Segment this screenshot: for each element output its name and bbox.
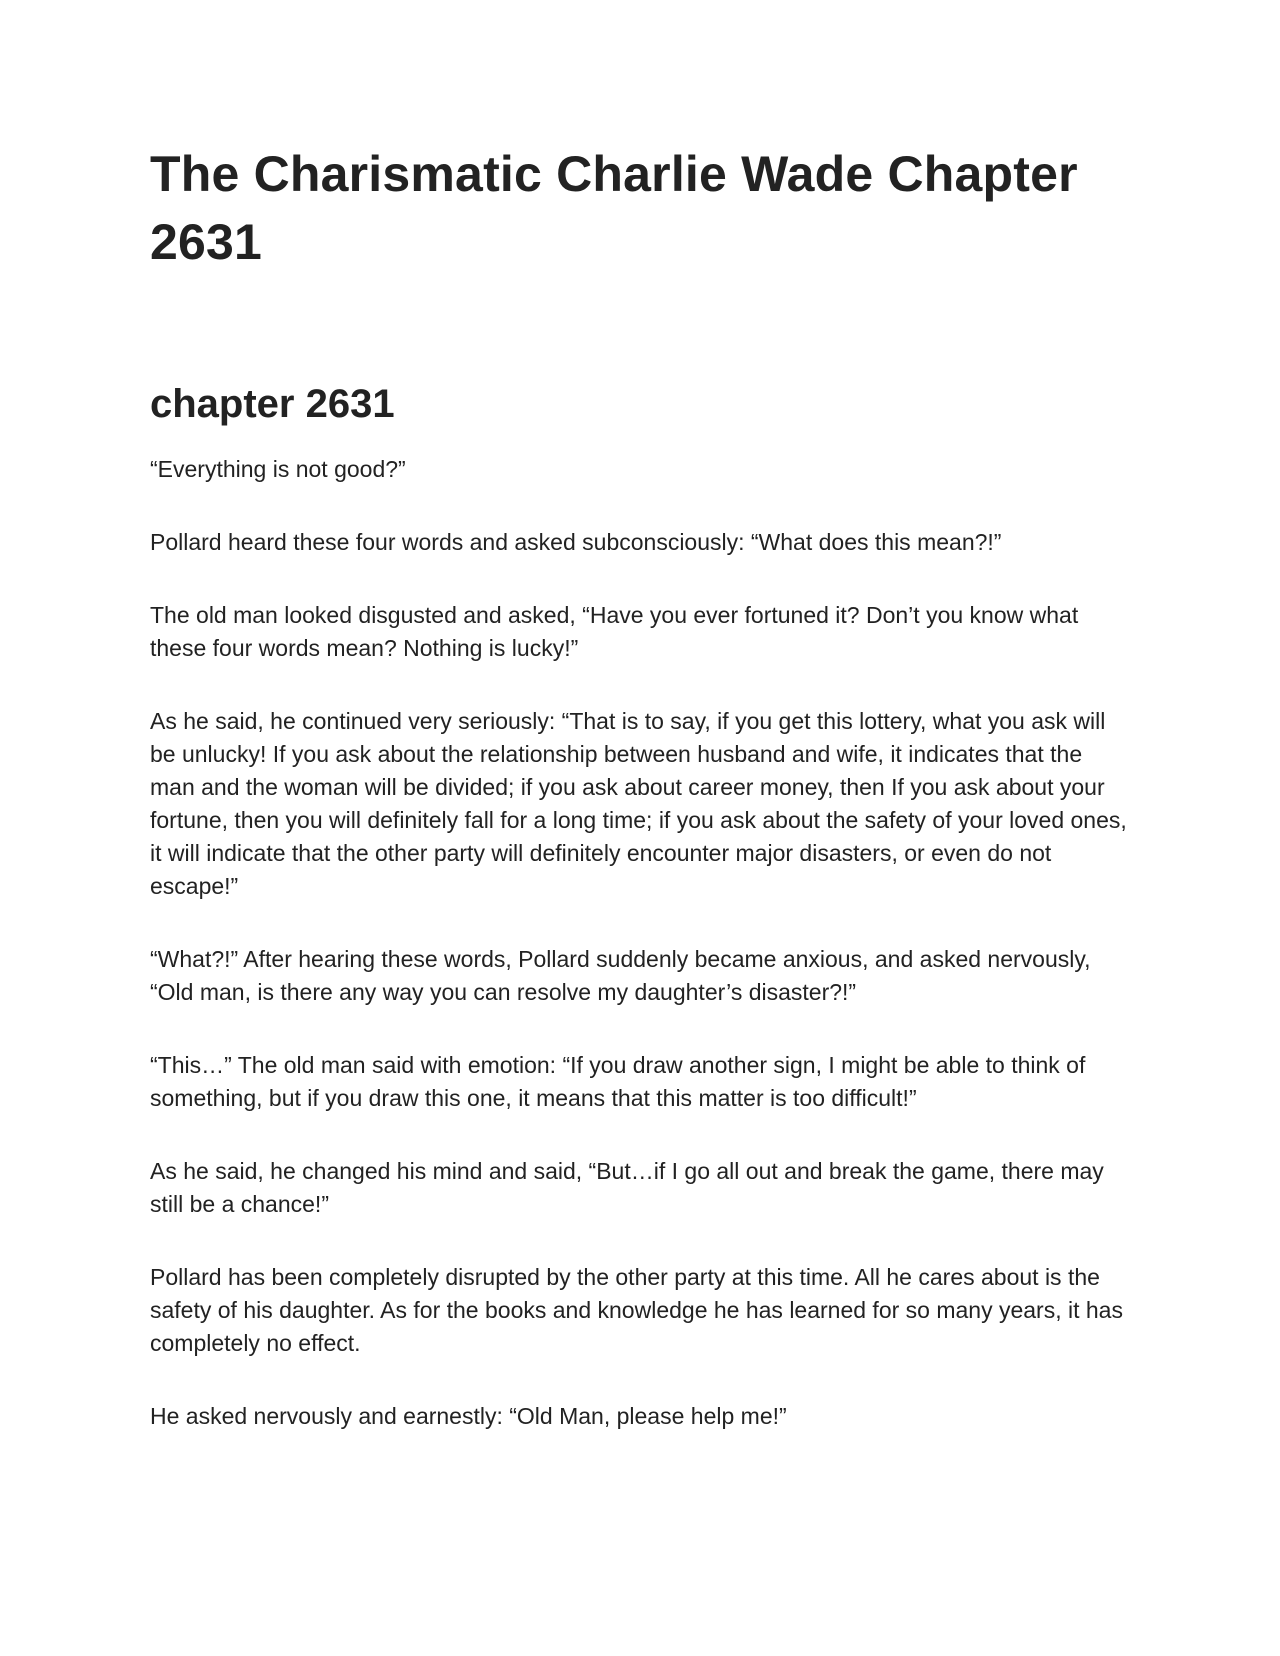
paragraph: As he said, he changed his mind and said, “But…if I go all out and break the game, there may still be a chance!”	[150, 1158, 1104, 1217]
paragraph: Pollard heard these four words and asked subconsciously: “What does this mean?!”	[150, 529, 1002, 555]
chapter-body	[150, 453, 1130, 1433]
document-page	[150, 140, 1130, 1473]
chapter-heading: chapter 2631	[150, 382, 395, 426]
paragraph: “Everything is not good?”	[150, 456, 406, 482]
paragraph: Pollard has been completely disrupted by the other party at this time. All he cares about is the safety of his daughter. As for the books and knowledge he has learned for so many years, it has completely no effect.	[150, 1264, 1123, 1356]
paragraph: As he said, he continued very seriously: “That is to say, if you get this lottery, what you ask will be unlucky! If you ask about the relationship between husband and wife, it indicates that the man and the woman will be divided; if you ask about career money, then If you ask about your fortune, then you will definitely fall for a long time; if you ask about the safety of your loved ones, it will indicate that the other party will definitely encounter major disasters, or even do not escape!”	[150, 708, 1127, 899]
paragraph: The old man looked disgusted and asked, “Have you ever fortuned it? Don’t you know what these four words mean? Nothing is lucky!”	[150, 602, 1079, 661]
paragraph: “This…” The old man said with emotion: “If you draw another sign, I might be able to think of something, but if you draw this one, it means that this matter is too difficult!”	[150, 1052, 1086, 1111]
page-title: The Charismatic Charlie Wade Chapter 2631	[150, 146, 1078, 270]
paragraph: He asked nervously and earnestly: “Old Man, please help me!”	[150, 1403, 787, 1429]
paragraph: “What?!” After hearing these words, Pollard suddenly became anxious, and asked nervously, “Old man, is there any way you can resolve my daughter’s disaster?!”	[150, 946, 1091, 1005]
